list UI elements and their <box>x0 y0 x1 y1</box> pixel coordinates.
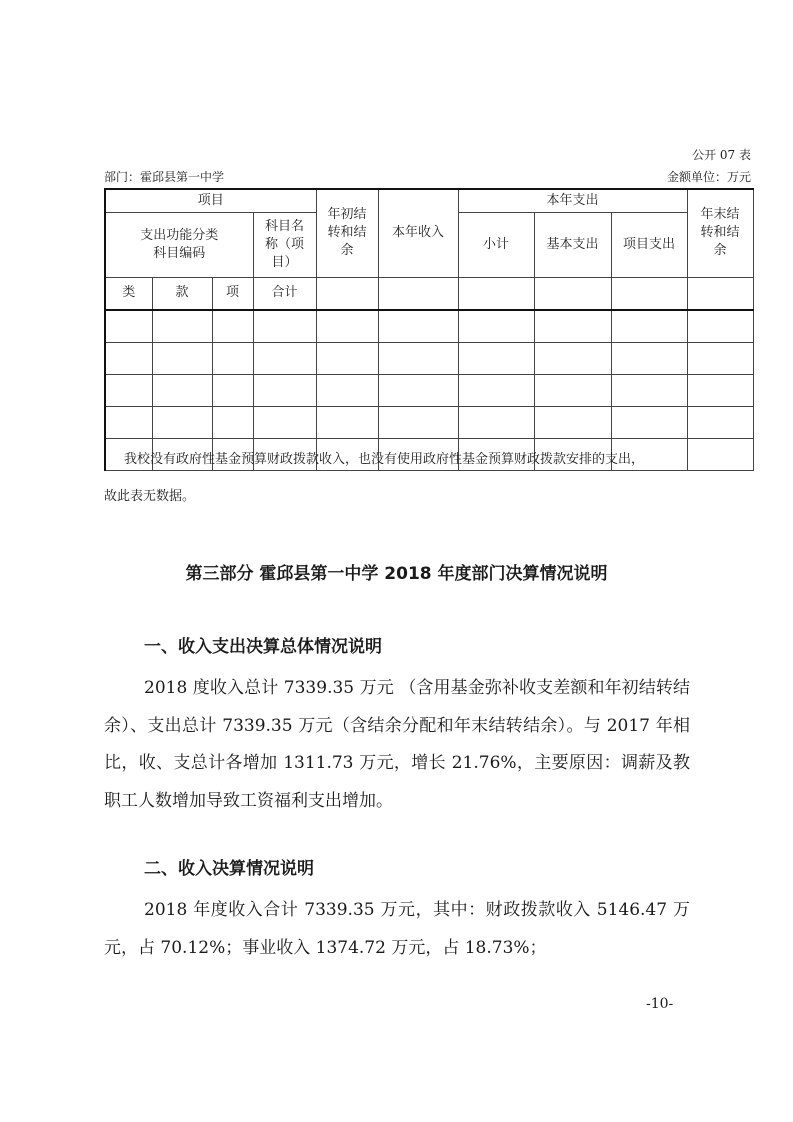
table-cell <box>152 342 212 374</box>
table-cell <box>316 310 378 342</box>
table-cell <box>687 310 753 342</box>
table-row <box>105 406 753 438</box>
table-cell <box>152 406 212 438</box>
table-cell <box>687 406 753 438</box>
department-label: 部门：霍邱县第一中学 <box>104 170 225 184</box>
header-subtotal: 小计 <box>458 212 534 277</box>
table-cell <box>611 342 687 374</box>
table-row <box>105 310 753 342</box>
table-cell <box>253 406 316 438</box>
total-cell <box>611 277 687 310</box>
paragraph-overall <box>104 670 690 820</box>
table-cell <box>212 342 253 374</box>
table-cell <box>212 310 253 342</box>
heading-overall: 一、收入支出决算总体情况说明 <box>144 637 382 657</box>
table-cell <box>687 342 753 374</box>
form-number: 公开 07 表 <box>692 148 751 162</box>
header-end-balance <box>687 189 753 277</box>
table-cell <box>152 310 212 342</box>
table-cell <box>534 342 611 374</box>
header-subject-name <box>253 212 316 277</box>
table-cell <box>105 310 152 342</box>
table-cell <box>105 374 152 406</box>
header-func-code-text: 支出功能分类 科目编码 <box>140 227 219 261</box>
table-cell <box>316 374 378 406</box>
header-lei: 类 <box>105 277 152 310</box>
table-cell <box>253 310 316 342</box>
table-cell <box>458 310 534 342</box>
header-begin-balance <box>316 189 378 277</box>
header-total: 合计 <box>253 277 316 310</box>
header-income: 本年收入 <box>378 189 458 277</box>
table-cell <box>105 342 152 374</box>
total-cell <box>378 277 458 310</box>
table-cell <box>534 310 611 342</box>
fund-budget-table <box>104 188 754 471</box>
header-expense: 本年支出 <box>458 189 687 212</box>
header-func-code <box>105 212 253 277</box>
paragraph-overall-text: 2018 度收入总计 7339.35 万元 （含用基金弥补收支差额和年初结转结余）、支出总计 7339.35 万元（含结余分配和年末结转结余）。与 2017 年相比，收、支总计各增加 1311.73 万元，增长 21.76%，主要原因：调薪及教职工人数增加导致工资福利支出增加。 <box>104 678 690 811</box>
total-cell <box>687 277 753 310</box>
table-cell <box>687 438 753 470</box>
table-cell <box>378 342 458 374</box>
table-cell <box>534 406 611 438</box>
header-subject-name-text: 科目名称（项目） <box>264 218 304 270</box>
table-cell <box>316 342 378 374</box>
note-line-2: 故此表无数据。 <box>104 489 196 504</box>
page-number: -10- <box>646 996 674 1012</box>
header-end-balance-text: 年末结转和结余 <box>700 207 740 259</box>
table-cell <box>316 406 378 438</box>
table-cell <box>253 374 316 406</box>
header-xiang: 项 <box>212 277 253 310</box>
table-cell <box>458 342 534 374</box>
total-cell <box>534 277 611 310</box>
table-cell <box>378 406 458 438</box>
heading-income: 二、收入决算情况说明 <box>144 859 314 879</box>
table-row <box>105 374 753 406</box>
table-cell <box>378 374 458 406</box>
total-cell <box>458 277 534 310</box>
header-basic: 基本支出 <box>534 212 611 277</box>
header-begin-balance-text: 年初结转和结余 <box>327 207 367 259</box>
table-body <box>105 310 753 470</box>
total-cell <box>316 277 378 310</box>
table-cell <box>458 406 534 438</box>
table-cell <box>212 374 253 406</box>
table-cell <box>458 374 534 406</box>
table-cell <box>534 374 611 406</box>
header-kuan: 款 <box>152 277 212 310</box>
table-cell <box>105 406 152 438</box>
table-cell <box>611 374 687 406</box>
amount-unit-label: 金额单位：万元 <box>666 170 751 184</box>
table-cell <box>253 342 316 374</box>
note-line-1: 我校没有政府性基金预算财政拨款收入，也没有使用政府性基金预算财政拨款安排的支出， <box>124 452 645 467</box>
paragraph-income-text: 2018 年度收入合计 7339.35 万元，其中：财政拨款收入 5146.47 万元，占 70.12%；事业收入 1374.72 万元，占 18.73%； <box>104 900 690 958</box>
section-title: 第三部分 霍邱县第一中学 2018 年度部门决算情况说明 <box>185 564 608 584</box>
header-project: 项目 <box>105 189 316 212</box>
table-cell <box>687 374 753 406</box>
header-project-expense: 项目支出 <box>611 212 687 277</box>
table-row <box>105 342 753 374</box>
table-cell <box>152 374 212 406</box>
table-cell <box>611 406 687 438</box>
table-cell <box>212 406 253 438</box>
table-cell <box>378 310 458 342</box>
paragraph-income <box>104 892 690 967</box>
table-cell <box>611 310 687 342</box>
